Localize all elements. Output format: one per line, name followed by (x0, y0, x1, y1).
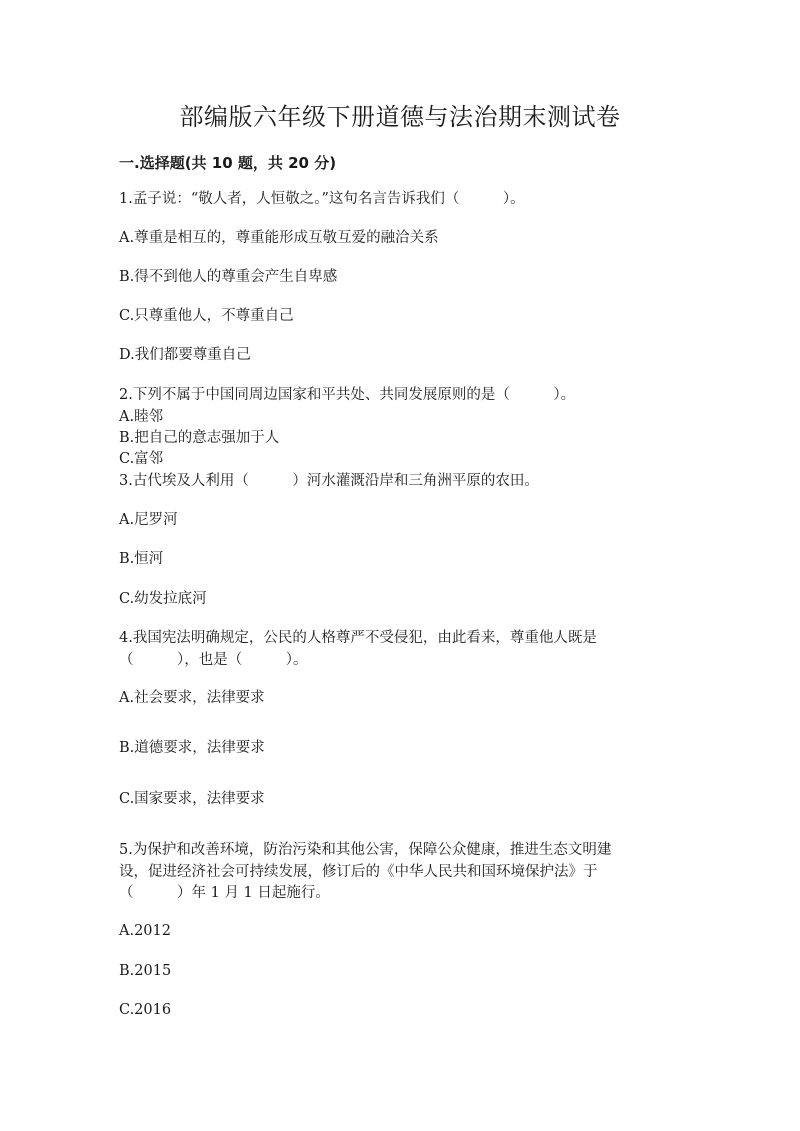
question-3-option-a: A.尼罗河 (119, 512, 178, 528)
question-4-option-b: B.道德要求，法律要求 (119, 740, 265, 756)
question-1-stem: 1.孟子说：“敬人者，人恒敬之。”这句名言告诉我们（ ）。 (119, 191, 525, 207)
question-4-option-a: A.社会要求，法律要求 (119, 690, 265, 706)
question-5-stem-line-3: （ ）年 1 月 1 日起施行。 (119, 885, 330, 901)
question-3-option-c: C.幼发拉底河 (119, 591, 207, 607)
question-2-option-a: A.睦邻 (119, 409, 164, 425)
question-1-option-c: C.只尊重他人，不尊重自己 (119, 308, 294, 324)
question-5-stem-line-1: 5.为保护和改善环境，防治污染和其他公害，保障公众健康，推进生态文明建 (119, 842, 612, 858)
question-5-option-c: C.2016 (119, 1002, 172, 1018)
question-1-option-d: D.我们都要尊重自己 (119, 347, 251, 363)
question-4-option-c: C.国家要求，法律要求 (119, 791, 265, 807)
question-1-option-a: A.尊重是相互的，尊重能形成互敬互爱的融洽关系 (119, 230, 439, 246)
question-4-stem-line-2: （ ），也是（ ）。 (119, 652, 308, 668)
question-5-option-b: B.2015 (119, 963, 172, 979)
question-2-option-b: B.把自己的意志强加于人 (119, 430, 280, 446)
question-2-stem: 2.下列不属于中国同周边国家和平共处、共同发展原则的是（ ）。 (119, 387, 576, 403)
question-5-option-a: A.2012 (119, 923, 171, 939)
section-heading: 一.选择题(共 10 题，共 20 分) (119, 154, 337, 172)
question-2-option-c: C.富邻 (119, 451, 164, 467)
question-1-option-b: B.得不到他人的尊重会产生自卑感 (119, 269, 338, 285)
question-3-stem: 3.古代埃及人利用（ ）河水灌溉沿岸和三角洲平原的农田。 (119, 473, 539, 489)
page-title: 部编版六年级下册道德与法治期末测试卷 (179, 103, 621, 131)
question-5-stem-line-2: 设，促进经济社会可持续发展，修订后的《中华人民共和国环境保护法》于 (119, 864, 598, 880)
question-4-stem-line-1: 4.我国宪法明确规定，公民的人格尊严不受侵犯，由此看来，尊重他人既是 (119, 630, 597, 646)
question-3-option-b: B.恒河 (119, 551, 164, 567)
